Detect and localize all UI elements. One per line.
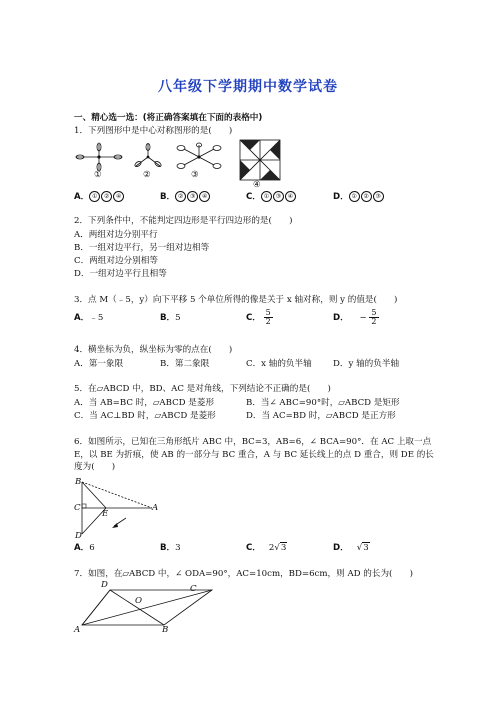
q3-option-c-label: C． — [246, 313, 261, 323]
q6-text: 6．如图所示，已知在三角形纸片 ABC 中，BC=3，AB=6，∠ BCA=90°．在 AC 上取一点 E，以 BE 为折痕，使 AB 的一部分与 BC 重合，A 与 BC 延长线上的点 D 重合，则 DE 的长度为( ) — [74, 437, 434, 472]
sqrt-icon: √ — [274, 543, 280, 553]
q6-option-c-radical: 3 — [280, 543, 287, 553]
q1-option-c[interactable] — [246, 191, 297, 203]
q6-option-a-label: A． — [74, 543, 90, 553]
q1-option-b-item: ③ — [187, 191, 198, 202]
q1-option-a-item: ② — [101, 191, 112, 202]
q6-point-e: E — [102, 509, 109, 519]
q2-text: 2．下列条件中，不能判定四边形是平行四边形的是( ) — [74, 216, 293, 226]
fraction-denominator: 2 — [371, 317, 377, 326]
q6-point-a: A — [152, 503, 159, 513]
q3-option-a[interactable] — [74, 313, 103, 324]
q6-option-c-label: C． — [246, 543, 261, 553]
q1-option-d-item: ① — [349, 191, 360, 202]
q4-option-a[interactable]: A．第一象限 — [74, 359, 124, 369]
q7-point-d: D — [101, 580, 108, 590]
q1-option-a-item: ① — [89, 191, 100, 202]
q5-text: 5．在▱ABCD 中，BD、AC 是对角线，下列结论不正确的是( ) — [74, 384, 331, 394]
q4-option-b[interactable]: B．第二象限 — [160, 359, 210, 369]
q2-option-c[interactable]: C．两组对边分别相等 — [74, 256, 158, 266]
sqrt-icon: √ — [356, 543, 363, 553]
q1-option-c-label: C． — [246, 192, 261, 202]
q6-option-c-coef: 2 — [268, 543, 275, 553]
q1-option-d[interactable] — [333, 191, 385, 203]
q1-option-d-item: ③ — [373, 191, 384, 202]
q7-point-c: C — [190, 584, 197, 594]
q1-option-a[interactable] — [74, 191, 125, 203]
q1-figure-4 — [238, 138, 282, 182]
q3-option-c-fraction — [264, 309, 273, 326]
q6-option-d-label: D． — [333, 543, 349, 553]
q3-option-d[interactable] — [333, 309, 379, 326]
fraction-numerator: 5 — [371, 308, 377, 317]
q7-point-o: O — [135, 596, 143, 606]
q1-figure-3 — [174, 142, 224, 178]
fraction-numerator: 5 — [265, 308, 271, 317]
q5-option-a[interactable]: A．当 AB=BC 时，▱ABCD 是菱形 — [74, 398, 215, 408]
q3-option-d-fraction — [369, 309, 378, 326]
q2-option-b[interactable]: B．一组对边平行，另一组对边相等 — [74, 243, 210, 253]
q7-text: 7．如图，在▱ABCD 中，∠ ODA=90°，AC=10cm，BD=6cm，则 AD 的长为( ) — [74, 569, 413, 579]
fraction-denominator: 2 — [265, 317, 271, 326]
q6-option-d[interactable] — [333, 543, 370, 554]
q5-option-b[interactable]: B．当∠ ABC=90°时，▱ABCD 是矩形 — [246, 398, 400, 408]
q6-point-d: D — [75, 531, 82, 541]
q6-option-a-value: 6 — [89, 543, 95, 553]
q1-option-b[interactable] — [160, 191, 211, 203]
q1-figure-label-1: ① — [94, 170, 102, 180]
q6-option-b-label: B． — [160, 543, 176, 553]
q3-text: 3．点 M（﹣5，y）向下平移 5 个单位所得的像是关于 x 轴对称，则 y 的值是( ) — [74, 295, 398, 305]
section-heading: 一、精心选一选：(将正确答案填在下面的表格中) — [74, 113, 263, 123]
q3-option-b-value: 5 — [175, 313, 181, 323]
q6-point-b: B — [75, 477, 82, 487]
q4-option-c[interactable]: C．x 轴的负半轴 — [246, 359, 312, 369]
q6-option-b-value: 3 — [175, 543, 181, 553]
q2-option-a[interactable]: A．两组对边分别平行 — [74, 230, 158, 240]
q7-point-a: A — [74, 625, 81, 635]
q1-option-d-item: ② — [361, 191, 372, 202]
q1-option-b-item: ④ — [199, 191, 210, 202]
q1-option-c-item: ③ — [273, 191, 284, 202]
q6-figure — [72, 474, 162, 542]
q4-text: 4．横坐标为负，纵坐标为零的点在( ) — [74, 345, 233, 355]
q1-figure-label-4: ④ — [253, 180, 261, 190]
q5-option-d[interactable]: D．当 AC=BD 时，▱ABCD 是正方形 — [246, 411, 396, 421]
q6-option-a[interactable] — [74, 543, 95, 554]
q6-point-c: C — [74, 503, 81, 513]
q6-option-d-radical: 3 — [363, 543, 369, 553]
q2-option-d[interactable]: D．一组对边平行且相等 — [74, 269, 167, 279]
q5-option-c[interactable]: C．当 AC⊥BD 时，▱ABCD 是菱形 — [74, 411, 216, 421]
q1-text: 1．下列图形中是中心对称图形的是( ) — [74, 126, 233, 136]
q4-option-d[interactable]: D．y 轴的负半轴 — [333, 359, 400, 369]
q3-option-d-label: D． — [333, 313, 349, 323]
q3-option-a-value: ﹣5 — [89, 313, 104, 323]
q3-option-c[interactable] — [246, 309, 273, 326]
q6-option-c[interactable] — [246, 543, 287, 554]
page-title: 八年级下学期期中数学试卷 — [158, 79, 338, 95]
q1-option-c-item: ④ — [285, 191, 296, 202]
q1-option-b-label: B． — [160, 192, 176, 202]
q3-option-a-label: A． — [74, 313, 90, 323]
q6-option-b[interactable] — [160, 543, 181, 554]
q3-option-b[interactable] — [160, 313, 181, 324]
q7-point-b: B — [162, 625, 169, 635]
q1-option-d-label: D． — [333, 192, 349, 202]
q7-figure — [72, 582, 222, 634]
q1-option-c-item: ① — [261, 191, 272, 202]
q3-option-d-sign: − — [359, 313, 367, 323]
q1-option-a-label: A． — [74, 192, 90, 202]
q1-figure-label-3: ③ — [191, 170, 199, 180]
q1-option-a-item: ④ — [113, 191, 124, 202]
q1-figure-label-2: ② — [143, 170, 151, 180]
q1-option-b-item: ② — [175, 191, 186, 202]
q3-option-b-label: B． — [160, 313, 176, 323]
